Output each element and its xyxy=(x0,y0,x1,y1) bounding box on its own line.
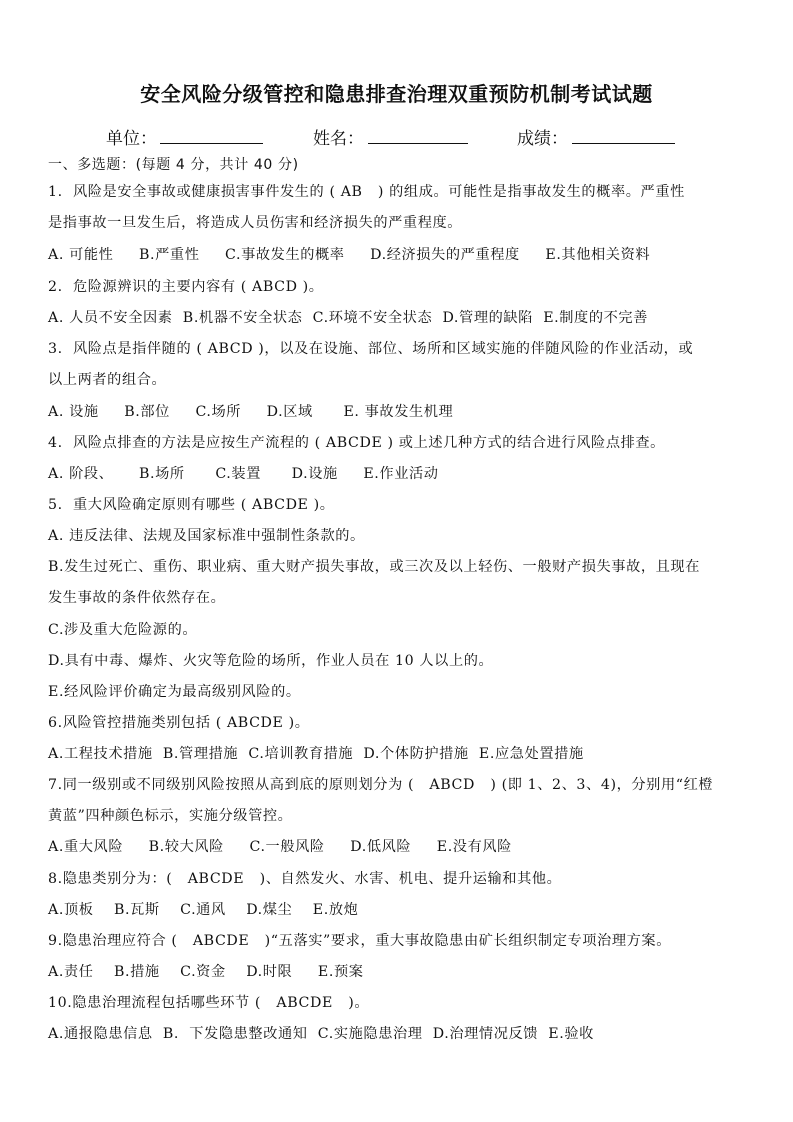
unit-blank xyxy=(160,143,263,144)
section-heading: 一、多选题：(每题 4 分，共计 40 分) xyxy=(48,157,299,173)
question-1-options: A. 可能性 B.严重性 C.事故发生的概率 D.经济损失的严重程度 E.其他相关资料 xyxy=(48,247,651,263)
question-3-line-1: 3. 风险点是指伴随的 ( ABCD )，以及在设施、部位、场所和区域实施的伴随风险的作业活动，或 xyxy=(48,341,694,357)
question-8: 8.隐患类别分为：( ABCDE )、自然发火、水害、机电、提升运输和其他。 xyxy=(48,871,562,887)
question-1-line-1: 1. 风险是安全事故或健康损害事件发生的 ( AB ) 的组成。可能性是指事故发生的概率。严重性 xyxy=(48,184,685,200)
question-3-line-2: 以上两者的组合。 xyxy=(48,372,167,388)
question-3-options: A. 设施 B.部位 C.场所 D.区域 E. 事故发生机理 xyxy=(48,404,454,420)
name-blank xyxy=(368,143,468,144)
unit-label: 单位： xyxy=(106,129,157,149)
question-5-option-d: D.具有中毒、爆炸、火灾等危险的场所，作业人员在 10 人以上的。 xyxy=(48,653,494,669)
question-2-options: A. 人员不安全因素 B.机器不安全状态 C.环境不安全状态 D.管理的缺陷 E.制度的不完善 xyxy=(48,310,648,326)
question-7-options: A.重大风险 B.较大风险 C.一般风险 D.低风险 E.没有风险 xyxy=(48,839,512,855)
question-1-line-2: 是指事故一旦发生后，将造成人员伤害和经济损失的严重程度。 xyxy=(48,215,463,231)
question-4-options: A. 阶段、 B.场所 C.装置 D.设施 E.作业活动 xyxy=(48,466,439,482)
question-10-options: A.通报隐患信息 B. 下发隐患整改通知 C.实施隐患治理 D.治理情况反馈 E.验收 xyxy=(48,1026,594,1042)
question-5: 5. 重大风险确定原则有哪些 ( ABCDE )。 xyxy=(48,497,335,513)
question-6: 6.风险管控措施类别包括 ( ABCDE )。 xyxy=(48,715,310,731)
question-5-option-b-line-1: B.发生过死亡、重伤、职业病、重大财产损失事故，或三次及以上轻伤、一般财产损失事故，且现在 xyxy=(48,559,701,575)
question-9-options: A.责任 B.措施 C.资金 D.时限 E.预案 xyxy=(48,964,364,980)
question-5-option-b-line-2: 发生事故的条件依然存在。 xyxy=(48,590,226,606)
question-4: 4. 风险点排查的方法是应按生产流程的 ( ABCDE ) 或上述几种方式的结合进行风险点排查。 xyxy=(48,435,665,451)
question-7-line-2: 黄蓝”四种颜色标示，实施分级管控。 xyxy=(48,808,293,824)
question-5-option-e: E.经风险评价确定为最高级别风险的。 xyxy=(48,684,301,700)
question-2: 2. 危险源辨识的主要内容有 ( ABCD )。 xyxy=(48,279,324,295)
name-label: 姓名： xyxy=(313,129,364,149)
question-9: 9.隐患治理应符合 ( ABCDE )“五落实”要求，重大事故隐患由矿长组织制定专项治理方案。 xyxy=(48,933,671,949)
question-5-option-a: A. 违反法律、法规及国家标准中强制性条款的。 xyxy=(48,528,365,544)
score-blank xyxy=(572,143,675,144)
question-7-line-1: 7.同一级别或不同级别风险按照从高到底的原则划分为 ( ABCD ) (即 1、2、3、4)，分别用“红橙 xyxy=(48,777,714,793)
question-5-option-c: C.涉及重大危险源的。 xyxy=(48,622,198,638)
question-8-options: A.顶板 B.瓦斯 C.通风 D.煤尘 E.放炮 xyxy=(48,902,359,918)
question-10: 10.隐患治理流程包括哪些环节 ( ABCDE )。 xyxy=(48,995,370,1011)
document-title: 安全风险分级管控和隐患排查治理双重预防机制考试试题 xyxy=(140,82,653,106)
score-label: 成绩： xyxy=(517,129,568,149)
question-6-options: A.工程技术措施 B.管理措施 C.培训教育措施 D.个体防护措施 E.应急处置措施 xyxy=(48,746,584,762)
